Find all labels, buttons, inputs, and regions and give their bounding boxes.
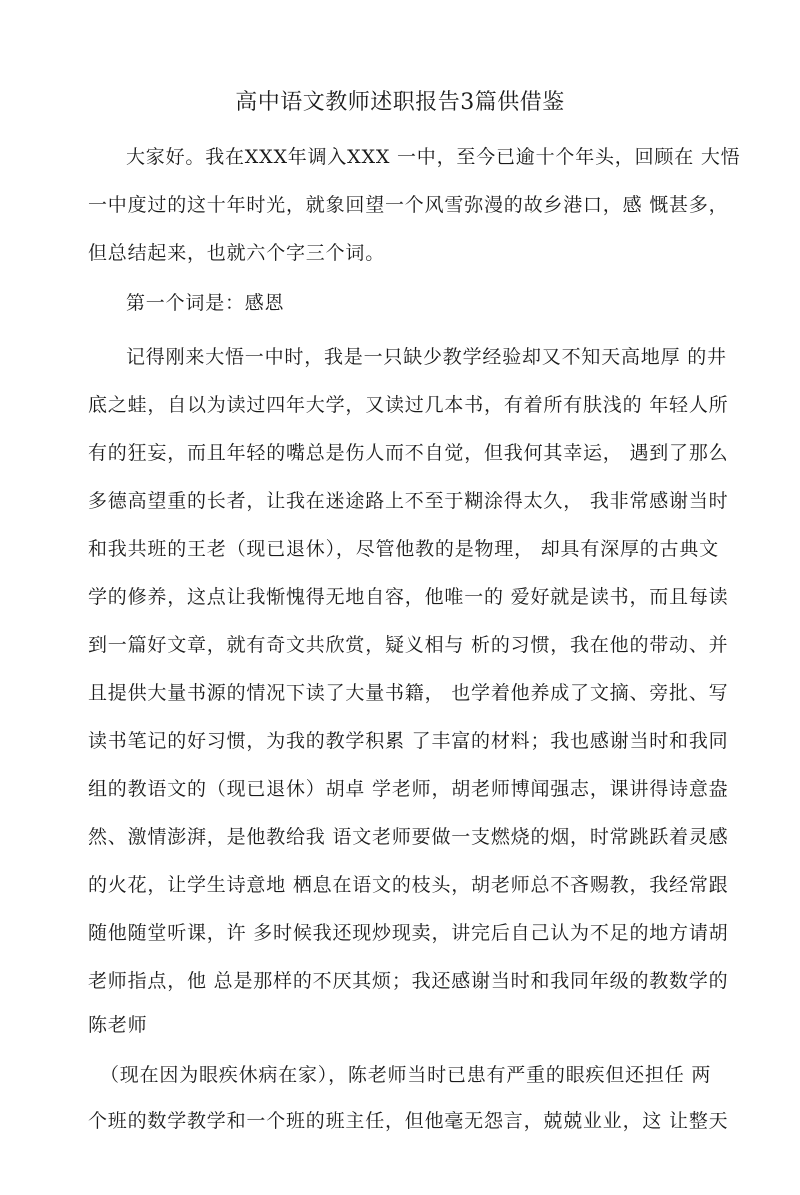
paragraph-line: 学的修养，这点让我惭愧得无地自容，他唯一的 爱好就是读书，而且每读 (88, 586, 729, 608)
paragraph-line: 大家好。我在XXX年调入XXX 一中，至今已逾十个年头，回顾在 大悟 (126, 146, 741, 168)
paragraph-line: 但总结起来，也就六个字三个词。 (88, 242, 386, 264)
paragraph-line: 和我共班的王老（现已退休），尽管他教的是物理， 却具有深厚的古典文 (88, 538, 719, 560)
paragraph-line: 底之蛙，自以为读过四年大学，又读过几本书，有着所有肤浅的 年轻人所 (88, 394, 729, 416)
paragraph-line: （现在因为眼疾休病在家），陈老师当时已患有严重的眼疾但还担任 两 (100, 1064, 712, 1086)
paragraph-line: 记得刚来大悟一中时，我是一只缺少教学经验却又不知天高地厚 的井 (126, 346, 727, 368)
paragraph-line: 读书笔记的好习惯，为我的教学积累 了丰富的材料；我也感谢当时和我同 (88, 730, 729, 752)
document-title: 高中语文教师述职报告3篇供借鉴 (235, 90, 565, 115)
paragraph-line: 老师指点，他 总是那样的不厌其烦；我还感谢当时和我同年级的教数学的 (88, 970, 729, 992)
paragraph-line: 一中度过的这十年时光，就象回望一个风雪弥漫的故乡港口，感 慨甚多， (88, 194, 729, 216)
section-heading: 第一个词是：感恩 (126, 292, 285, 314)
paragraph-line: 随他随堂听课，许 多时候我还现炒现卖，讲完后自己认为不足的地方请胡 (88, 922, 729, 944)
paragraph-line: 的火花，让学生诗意地 栖息在语文的枝头，胡老师总不吝赐教，我经常跟 (88, 874, 729, 896)
paragraph-line: 组的教语文的（现已退休）胡卓 学老师，胡老师博闻强志，课讲得诗意盎 (88, 778, 729, 800)
paragraph-line: 个班的数学教学和一个班的班主任，但他毫无怨言，兢兢业业，这 让整天 (88, 1110, 729, 1132)
paragraph-line: 有的狂妄，而且年轻的嘴总是伤人而不自觉，但我何其幸运， 遇到了那么 (88, 442, 729, 464)
paragraph-line: 多德高望重的长者，让我在迷途路上不至于糊涂得太久， 我非常感谢当时 (88, 490, 729, 512)
paragraph-line: 陈老师 (88, 1014, 148, 1036)
paragraph-line: 然、激情澎湃，是他教给我 语文老师要做一支燃烧的烟，时常跳跃着灵感 (88, 826, 729, 848)
paragraph-line: 到一篇好文章，就有奇文共欣赏，疑义相与 析的习惯，我在他的带动、并 (88, 634, 729, 656)
paragraph-line: 且提供大量书源的情况下读了大量书籍， 也学着他养成了文摘、旁批、写 (88, 682, 729, 704)
